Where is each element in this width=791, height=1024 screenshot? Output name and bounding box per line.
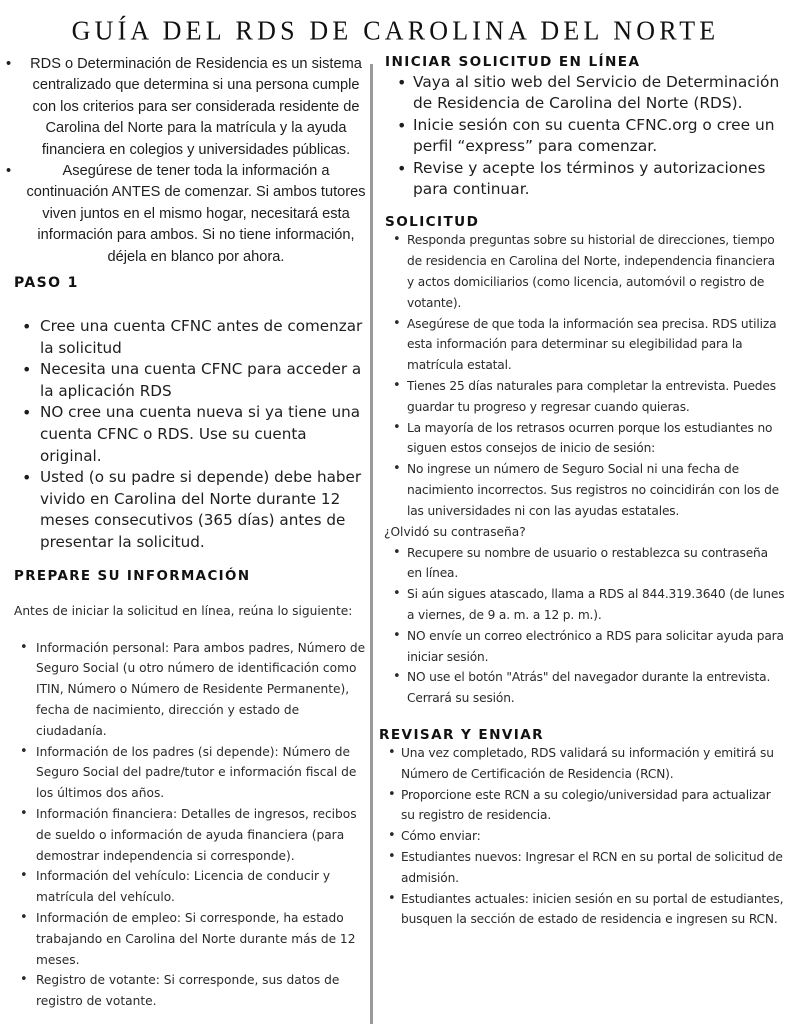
prepare-list <box>0 638 370 1012</box>
list-item: • La mayoría de los retrasos ocurren porque los estudiantes no siguen estos consejos de inicio de sesión: <box>385 418 785 460</box>
right-column <box>379 54 785 930</box>
section-heading-prepare: PREPARE SU INFORMACIÓN <box>14 568 251 584</box>
list-item: • Proporcione este RCN a su colegio/universidad para actualizar su registro de residencia. <box>385 785 785 827</box>
revisar-list <box>385 743 785 930</box>
list-item: • Recupere su nombre de usuario o restablezca su contraseña en línea. <box>385 543 785 585</box>
list-item: • Una vez completado, RDS validará su información y emitirá su Número de Certificación de Residencia (RCN). <box>385 743 785 785</box>
list-item: • Registro de votante: Si corresponde, sus datos de registro de votante. <box>0 970 370 1012</box>
list-item: • NO envíe un correo electrónico a RDS para solicitar ayuda para iniciar sesión. <box>385 626 785 668</box>
iniciar-list <box>385 72 785 200</box>
list-item: • Información de empleo: Si corresponde, ha estado trabajando en Carolina del Norte durante más de 12 meses. <box>0 908 370 970</box>
solicitud-list <box>385 230 785 521</box>
list-item: • Información de los padres (si depende): Número de Seguro Social del padre/tutor e información fiscal de los últimos dos años. <box>0 742 370 804</box>
intro-item: • RDS o Determinación de Residencia es un sistema centralizado que determina si una persona cumple con los criterios para ser considerada residente de Carolina del Norte para la matrícula y la ayuda financiera en colegios y universidades públicas. <box>0 54 370 161</box>
list-item: • Inicie sesión con su cuenta CFNC.org o cree un perfil “express” para comenzar. <box>385 115 785 158</box>
section-heading-solicitud: SOLICITUD <box>385 214 480 231</box>
forgot-password-heading: ¿Olvidó su contraseña? <box>384 524 526 539</box>
list-item: • NO use el botón "Atrás" del navegador durante la entrevista. Cerrará su sesión. <box>385 667 785 709</box>
list-item: • Si aún sigues atascado, llama a RDS al 844.319.3640 (de lunes a viernes, de 9 a. m. a 12 p. m.). <box>385 584 785 626</box>
section-heading-paso1: PASO 1 <box>14 275 79 292</box>
list-item: • Información del vehículo: Licencia de conducir y matrícula del vehículo. <box>0 866 370 908</box>
section-heading-revisar: REVISAR Y ENVIAR <box>379 726 545 743</box>
section-heading-iniciar: INICIAR SOLICITUD EN LÍNEA <box>385 54 641 70</box>
list-item: • Estudiantes nuevos: Ingresar el RCN en su portal de solicitud de admisión. <box>385 847 785 889</box>
list-item: • Responda preguntas sobre su historial de direcciones, tiempo de residencia en Carolina del Norte, independencia financiera y actos domiciliarios (como licencia, automóvil o registro de votante). <box>385 230 785 313</box>
intro-list <box>0 54 370 268</box>
list-item: • No ingrese un número de Seguro Social ni una fecha de nacimiento incorrectos. Sus registros no coincidirán con los de las universidades ni con las ayudas estatales. <box>385 459 785 521</box>
left-column <box>0 54 370 1012</box>
list-item: • Cómo enviar: <box>385 826 785 847</box>
list-item: • Usted (o su padre si depende) debe haber vivido en Carolina del Norte durante 12 meses consecutivos (365 días) antes de presentar la solicitud. <box>0 467 370 553</box>
prepare-intro: Antes de iniciar la solicitud en línea, reúna lo siguiente: <box>14 603 353 618</box>
forgot-password-list <box>385 543 785 709</box>
list-item: • Vaya al sitio web del Servicio de Determinación de Residencia de Carolina del Norte (RDS). <box>385 72 785 115</box>
list-item: • Información personal: Para ambos padres, Número de Seguro Social (u otro número de identificación como ITIN, Número o Número de Residente Permanente), fecha de nacimiento, dirección y estado de ciudadanía. <box>0 638 370 742</box>
list-item: • Necesita una cuenta CFNC para acceder a la aplicación RDS <box>0 359 370 402</box>
list-item: • Asegúrese de que toda la información sea precisa. RDS utiliza esta información para determinar su elegibilidad para la matrícula estatal. <box>385 314 785 376</box>
column-divider <box>370 64 373 1024</box>
list-item: • Revise y acepte los términos y autorizaciones para continuar. <box>385 158 785 201</box>
list-item: • Información financiera: Detalles de ingresos, recibos de sueldo o información de ayuda financiera (para demostrar independencia si corresponde). <box>0 804 370 866</box>
list-item: • Estudiantes actuales: inicien sesión en su portal de estudiantes, busquen la sección de estado de residencia e ingresen su RCN. <box>385 889 785 931</box>
list-item: • NO cree una cuenta nueva si ya tiene una cuenta CFNC o RDS. Use su cuenta original. <box>0 402 370 467</box>
intro-item: • Asegúrese de tener toda la información a continuación ANTES de comenzar. Si ambos tutores viven juntos en el mismo hogar, necesitará esta información para ambos. Si no tiene información, déjela en blanco por ahora. <box>0 161 370 268</box>
list-item: • Tienes 25 días naturales para completar la entrevista. Puedes guardar tu progreso y regresar cuando quieras. <box>385 376 785 418</box>
page-title: GUÍA DEL RDS DE CAROLINA DEL NORTE <box>71 15 720 46</box>
list-item: • Cree una cuenta CFNC antes de comenzar la solicitud <box>0 316 370 359</box>
paso1-list <box>0 316 370 554</box>
